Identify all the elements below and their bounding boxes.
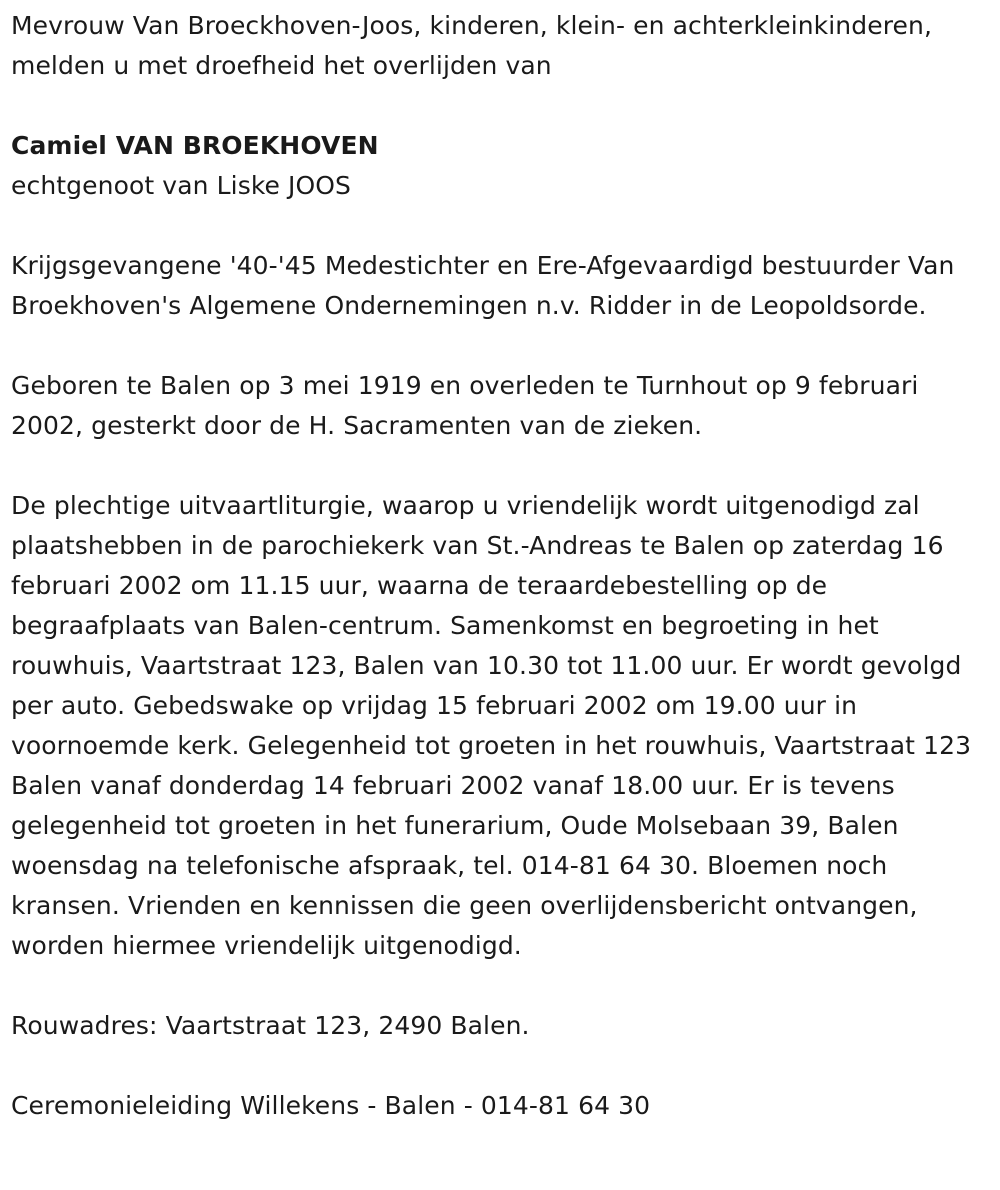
spouse-line: echtgenoot van Liske JOOS bbox=[11, 171, 352, 200]
address-line: Rouwadres: Vaartstraat 123, 2490 Balen. bbox=[11, 1011, 530, 1040]
deceased-name: Camiel VAN BROEKHOVEN bbox=[11, 131, 379, 160]
funeral-director-line: Ceremonieleiding Willekens - Balen - 014-81 64 30 bbox=[11, 1091, 651, 1120]
obituary-document bbox=[11, 0, 993, 1126]
titles-paragraph: Krijgsgevangene '40-'45 Medestichter en Ere-Afgevaardigd bestuurder Van Broekhoven's Algemene Ondernemingen n.v. Ridder in de Leopoldsorde. bbox=[11, 251, 955, 320]
intro-paragraph: Mevrouw Van Broeckhoven-Joos, kinderen, klein- en achterkleinkinderen, melden u met droefheid het overlijden van bbox=[11, 11, 933, 80]
birth-death-paragraph: Geboren te Balen op 3 mei 1919 en overleden te Turnhout op 9 februari 2002, gesterkt door de H. Sacramenten van de zieken. bbox=[11, 371, 919, 440]
ceremony-paragraph: De plechtige uitvaartliturgie, waarop u vriendelijk wordt uitgenodigd zal plaatshebben in de parochiekerk van St.-Andreas te Balen op zaterdag 16 februari 2002 om 11.15 uur, waarna de teraardebestelling op de begraafplaats van Balen-centrum. Samenkomst en begroeting in het rouwhuis, Vaartstraat 123, Balen van 10.30 tot 11.00 uur. Er wordt gevolgd per auto. Gebedswake op vrijdag 15 februari 2002 om 19.00 uur in voornoemde kerk. Gelegenheid tot groeten in het rouwhuis, Vaartstraat 123 Balen vanaf donderdag 14 februari 2002 vanaf 18.00 uur. Er is tevens gelegenheid tot groeten in het funerarium, Oude Molsebaan 39, Balen woensdag na telefonische afspraak, tel. 014-81 64 30. Bloemen noch kransen. Vrienden en kennissen die geen overlijdensbericht ontvangen, worden hiermee vriendelijk uitgenodigd. bbox=[11, 491, 972, 960]
